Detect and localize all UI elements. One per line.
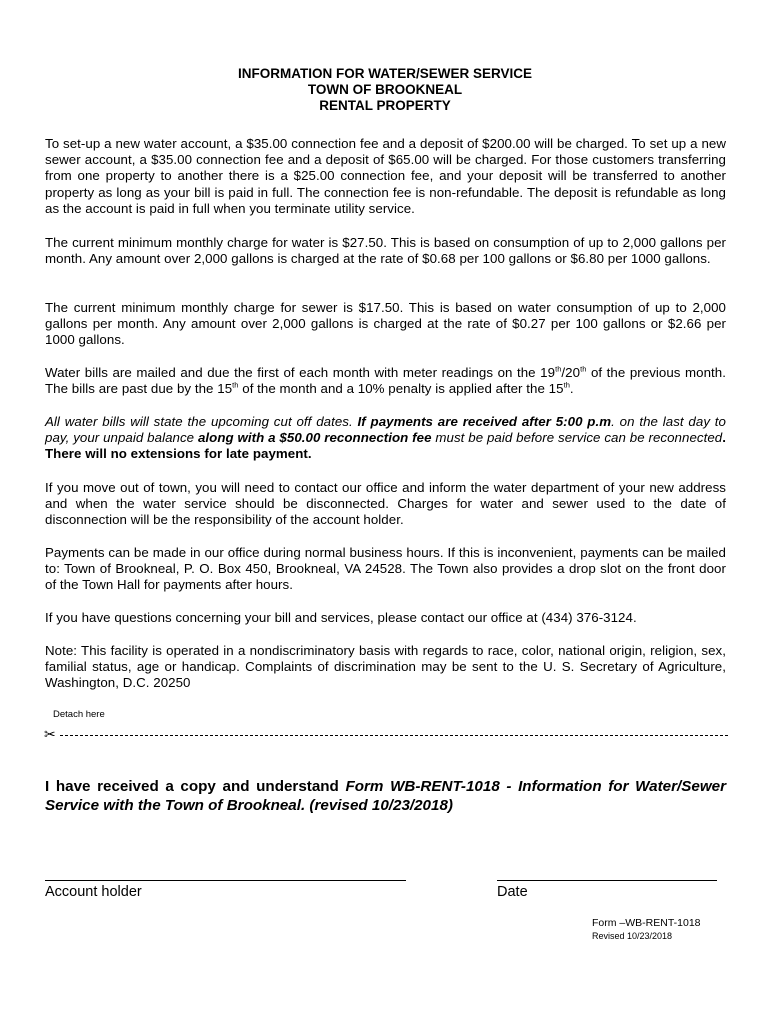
paragraph-cutoff-notice xyxy=(45,414,726,463)
billing-text-b: /20 xyxy=(561,365,581,380)
paragraph-contact: If you have questions concerning your bill and services, please contact our office at (434) 376-3124. xyxy=(45,610,637,625)
acknowledgement-text-a: I have received a copy and understand xyxy=(45,778,346,795)
paragraph-moving: If you move out of town, you will need to contact our office and inform the water department of your new address and when the water service should be disconnected. Charges for water and sewer used to the date of disconnection will be the responsibility of the account holder. xyxy=(45,480,726,528)
billing-text-a: Water bills are mailed and due the first of each month with meter readings on the 19 xyxy=(45,365,556,380)
date-signature-line xyxy=(497,880,717,881)
detach-cut-line xyxy=(44,724,728,744)
cutoff-text-f: . There will no extensions for late payment. xyxy=(45,430,726,462)
billing-text-e: . xyxy=(569,381,574,397)
dashed-line xyxy=(60,735,728,736)
billing-sup-4: th xyxy=(563,380,570,390)
billing-sup-3: th xyxy=(232,380,239,390)
cutoff-text-a: All water bills will state the upcoming cut off dates. xyxy=(45,414,358,429)
paragraph-connection-fees: To set-up a new water account, a $35.00 connection fee and a deposit of $200.00 will be charged. To set up a new sewer account, a $35.00 connection fee and a deposit of $65.00 will be charged. For those customers transferring from one property to another there is a $25.00 connection fee, and your deposit will be transferred to another property as long as your bill is paid in full. The connection fee is non-refundable. The deposit is refundable as long as the account is paid in full when you terminate utility service. xyxy=(45,136,726,216)
document-title xyxy=(0,66,770,114)
detach-label: Detach here xyxy=(53,709,105,720)
billing-text-c: of the previous month. The bills are past due by the 15 xyxy=(45,365,726,397)
paragraph-payments: Payments can be made in our office during normal business hours. If this is inconvenient, payments can be mailed to: Town of Brookneal, P. O. Box 450, Brookneal, VA 24528. The Town also provides a drop slot on the front door of the Town Hall for payments after hours. xyxy=(45,545,726,593)
form-id: Form –WB-RENT-1018 xyxy=(592,917,701,929)
form-footer xyxy=(592,917,701,943)
cutoff-text-c: . on the last day to pay, your unpaid balance xyxy=(45,414,726,446)
paragraph-sewer-charge: The current minimum monthly charge for sewer is $17.50. This is based on water consumption of up to 2,000 gallons per month. Any amount over 2,000 gallons is charged at the rate of $0.27 per 100 gallons or $2.66 per 1000 gallons. xyxy=(45,300,726,348)
scissors-icon: ✂ xyxy=(44,726,56,742)
account-holder-label: Account holder xyxy=(45,884,142,900)
cutoff-text-e: must be paid before service can be reconnected xyxy=(431,430,723,446)
paragraph-water-charge: The current minimum monthly charge for water is $27.50. This is based on consumption of up to 2,000 gallons per month. Any amount over 2,000 gallons is charged at the rate of $0.68 per 100 gallons or $6.80 per 1000 gallons. xyxy=(45,235,726,267)
account-holder-signature-line xyxy=(45,880,406,881)
paragraph-billing-schedule xyxy=(45,365,726,397)
cutoff-text-d: along with a $50.00 reconnection fee xyxy=(197,430,432,446)
form-revision-date: Revised 10/23/2018 xyxy=(592,931,673,941)
cutoff-text-b: If payments are received after 5:00 p.m xyxy=(357,414,612,429)
acknowledgement-text-b: Form WB-RENT-1018 - Information for Water/Sewer Service with the Town of Brookneal. (revised 10/23/2018) xyxy=(45,778,726,814)
title-line-3: RENTAL PROPERTY xyxy=(319,98,451,113)
billing-text-d: of the month and a 10% penalty is applied after the 15 xyxy=(238,381,564,397)
acknowledgement-statement xyxy=(45,777,726,815)
title-line-2: TOWN OF BROOKNEAL xyxy=(307,82,463,97)
billing-sup-2: th xyxy=(580,364,587,374)
billing-sup-1: th xyxy=(555,364,562,374)
title-line-1: INFORMATION FOR WATER/SEWER SERVICE xyxy=(237,66,532,81)
date-label: Date xyxy=(497,884,528,900)
paragraph-nondiscrimination: Note: This facility is operated in a nondiscriminatory basis with regards to race, color, national origin, religion, sex, familial status, age or handicap. Complaints of discrimination may be sent to the U. S. Secretary of Agriculture, Washington, D.C. 20250 xyxy=(45,643,726,691)
